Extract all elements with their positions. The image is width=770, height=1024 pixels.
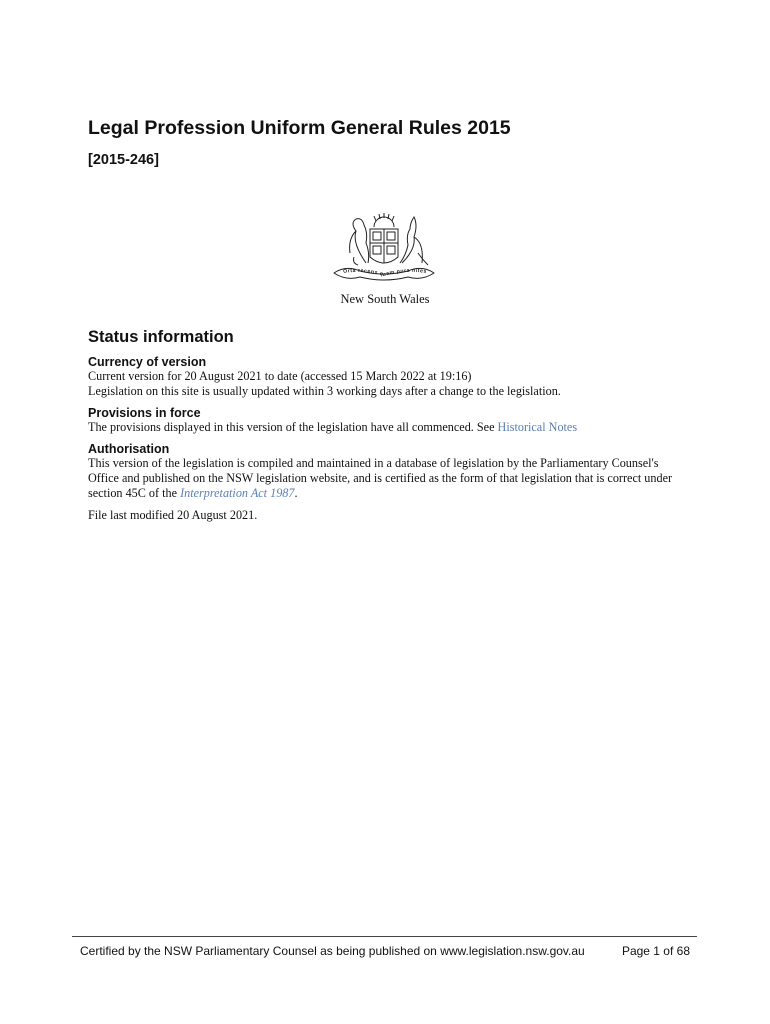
currency-section — [88, 355, 688, 399]
page-footer — [80, 944, 690, 958]
provisions-text-body: The provisions displayed in this version of the legislation have all commenced. See — [88, 420, 498, 434]
document-title: Legal Profession Uniform General Rules 2015 — [88, 117, 511, 139]
footer-divider — [72, 936, 697, 937]
crest-motto-text: Orta recens quam pura nites — [342, 267, 428, 279]
authorisation-text-end: . — [294, 486, 298, 500]
authorisation-section — [88, 442, 688, 501]
currency-line-2: Legislation on this site is usually updated within 3 working days after a change to the legislation. — [88, 384, 561, 398]
nsw-coat-of-arms-logo — [326, 213, 442, 289]
document-number: [2015-246] — [88, 152, 159, 168]
status-information-section — [88, 328, 688, 523]
jurisdiction-label: New South Wales — [340, 292, 430, 306]
authorisation-heading: Authorisation — [88, 442, 170, 456]
crest-motto — [343, 268, 427, 278]
provisions-heading: Provisions in force — [88, 406, 201, 420]
interpretation-act-link[interactable]: Interpretation Act 1987 — [180, 486, 295, 500]
authorisation-text-body: This version of the legislation is compiled and maintained in a database of legislation by the Parliamentary Counsel's Office and published on the NSW legislation website, and is certified as the form of that legislation that is correct under section 45C of the — [88, 456, 673, 500]
page-number: Page 1 of 68 — [621, 944, 690, 958]
currency-heading: Currency of version — [88, 355, 207, 369]
status-heading: Status information — [88, 328, 234, 346]
file-last-modified: File last modified 20 August 2021. — [88, 508, 258, 522]
certification-text: Certified by the NSW Parliamentary Counsel as being published on www.legislation.nsw.gov.au — [80, 944, 585, 958]
currency-line-1: Current version for 20 August 2021 to date (accessed 15 March 2022 at 19:16) — [88, 369, 472, 383]
authorisation-text — [88, 456, 688, 501]
provisions-section — [88, 406, 688, 435]
provisions-text — [88, 420, 688, 435]
historical-notes-link[interactable]: Historical Notes — [497, 420, 578, 434]
